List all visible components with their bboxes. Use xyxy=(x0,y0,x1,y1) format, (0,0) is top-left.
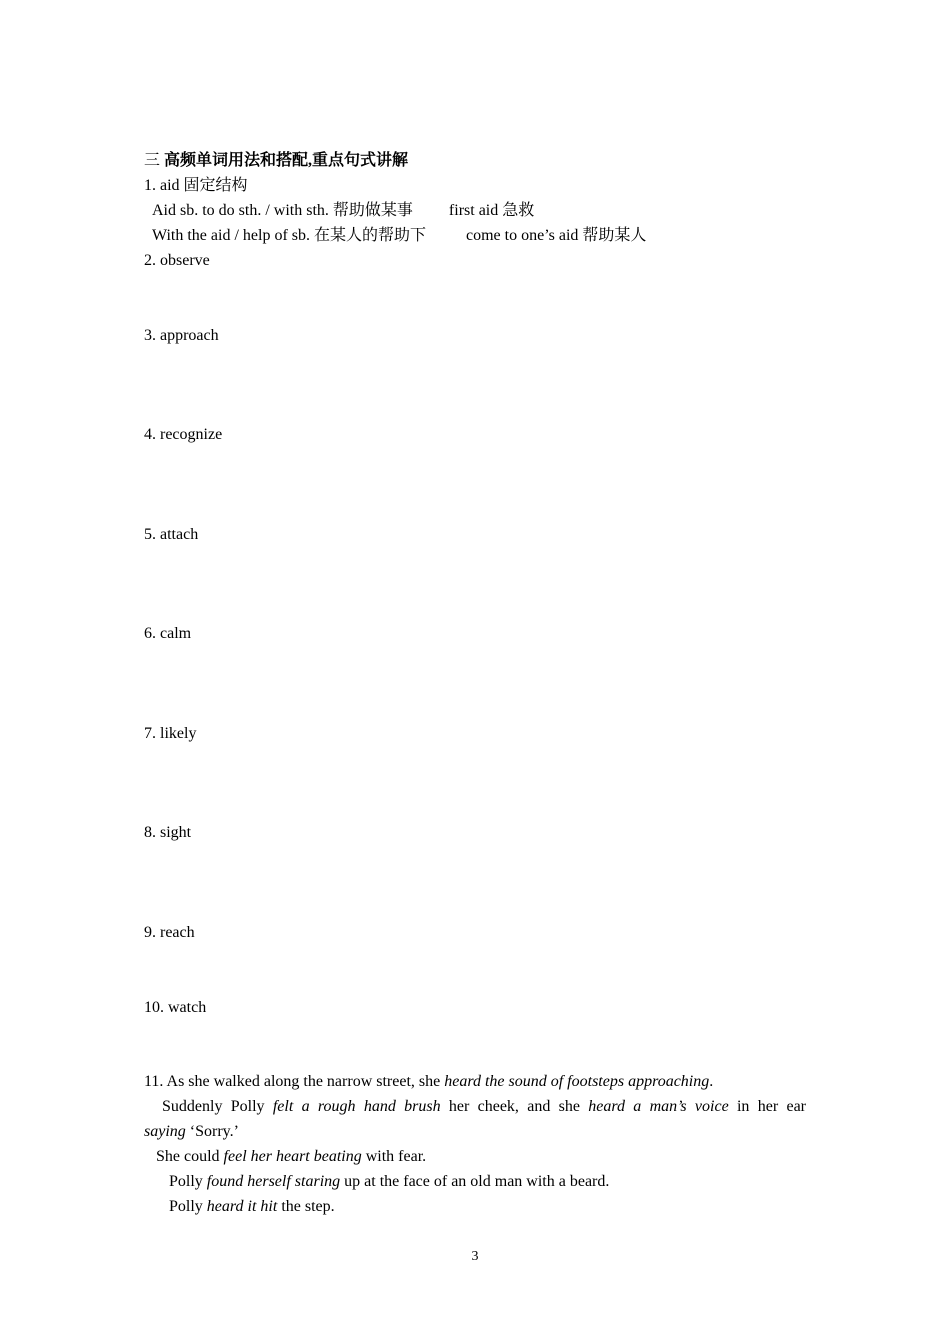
item-recognize: 4. recognize xyxy=(144,426,223,443)
page-number: 3 xyxy=(471,1249,479,1264)
sentence-5-a: Polly xyxy=(169,1198,207,1215)
sentence-4-c: up at the face of an old man with a beard. xyxy=(340,1173,610,1190)
sentence-1-italic: heard the sound of footsteps approaching xyxy=(444,1073,710,1090)
sentence-2-a: Suddenly Polly xyxy=(162,1098,273,1115)
sentence-4-b: found herself staring xyxy=(206,1173,341,1190)
aid-phrase-3: With the aid / help of sb. 在某人的帮助下 xyxy=(152,227,426,244)
sentence-4 xyxy=(169,1172,609,1192)
item-aid-heading: 1. aid 固定结构 xyxy=(144,177,248,194)
sentence-1 xyxy=(144,1072,713,1092)
sentence-2-line-1 xyxy=(162,1097,806,1117)
sentence-2-g: ‘Sorry.’ xyxy=(185,1123,239,1140)
sentence-3-a: She could xyxy=(156,1148,224,1165)
item-observe: 2. observe xyxy=(144,252,210,269)
sentence-2-f: saying xyxy=(144,1123,186,1140)
sentence-2-b: felt a rough hand brush xyxy=(272,1098,441,1115)
sentence-3 xyxy=(156,1147,426,1167)
section-heading xyxy=(144,151,408,171)
section-prefix: 三 xyxy=(144,152,161,169)
item-aid-row2 xyxy=(152,226,646,246)
item-calm: 6. calm xyxy=(144,625,192,642)
item-reach: 9. reach xyxy=(144,924,195,941)
item-attach: 5. attach xyxy=(144,526,199,543)
item-likely: 7. likely xyxy=(144,725,197,742)
sentence-2-d: heard a man’s voice xyxy=(588,1098,729,1115)
sentence-1-end: . xyxy=(709,1073,714,1090)
item-aid-row1 xyxy=(152,201,534,221)
item-sight: 8. sight xyxy=(144,824,192,841)
sentence-5-b: heard it hit xyxy=(206,1198,278,1215)
item-watch: 10. watch xyxy=(144,999,207,1016)
aid-phrase-1: Aid sb. to do sth. / with sth. 帮助做某事 xyxy=(152,202,413,219)
aid-phrase-4: come to one’s aid 帮助某人 xyxy=(466,227,647,244)
sentence-2-c: her cheek, and she xyxy=(440,1098,589,1115)
item-approach: 3. approach xyxy=(144,327,219,344)
sentence-1-start: 11. As she walked along the narrow street, she xyxy=(144,1073,445,1090)
sentence-5 xyxy=(169,1197,335,1217)
sentence-5-c: the step. xyxy=(277,1198,335,1215)
sentence-2-line-2 xyxy=(144,1122,239,1142)
sentence-3-b: feel her heart beating xyxy=(223,1148,362,1165)
aid-phrase-2: first aid 急救 xyxy=(448,202,535,219)
sentence-2-e: in her ear xyxy=(728,1098,806,1115)
section-title: 高频单词用法和搭配,重点句式讲解 xyxy=(164,152,409,169)
sentence-4-a: Polly xyxy=(169,1173,207,1190)
sentence-3-c: with fear. xyxy=(361,1148,427,1165)
